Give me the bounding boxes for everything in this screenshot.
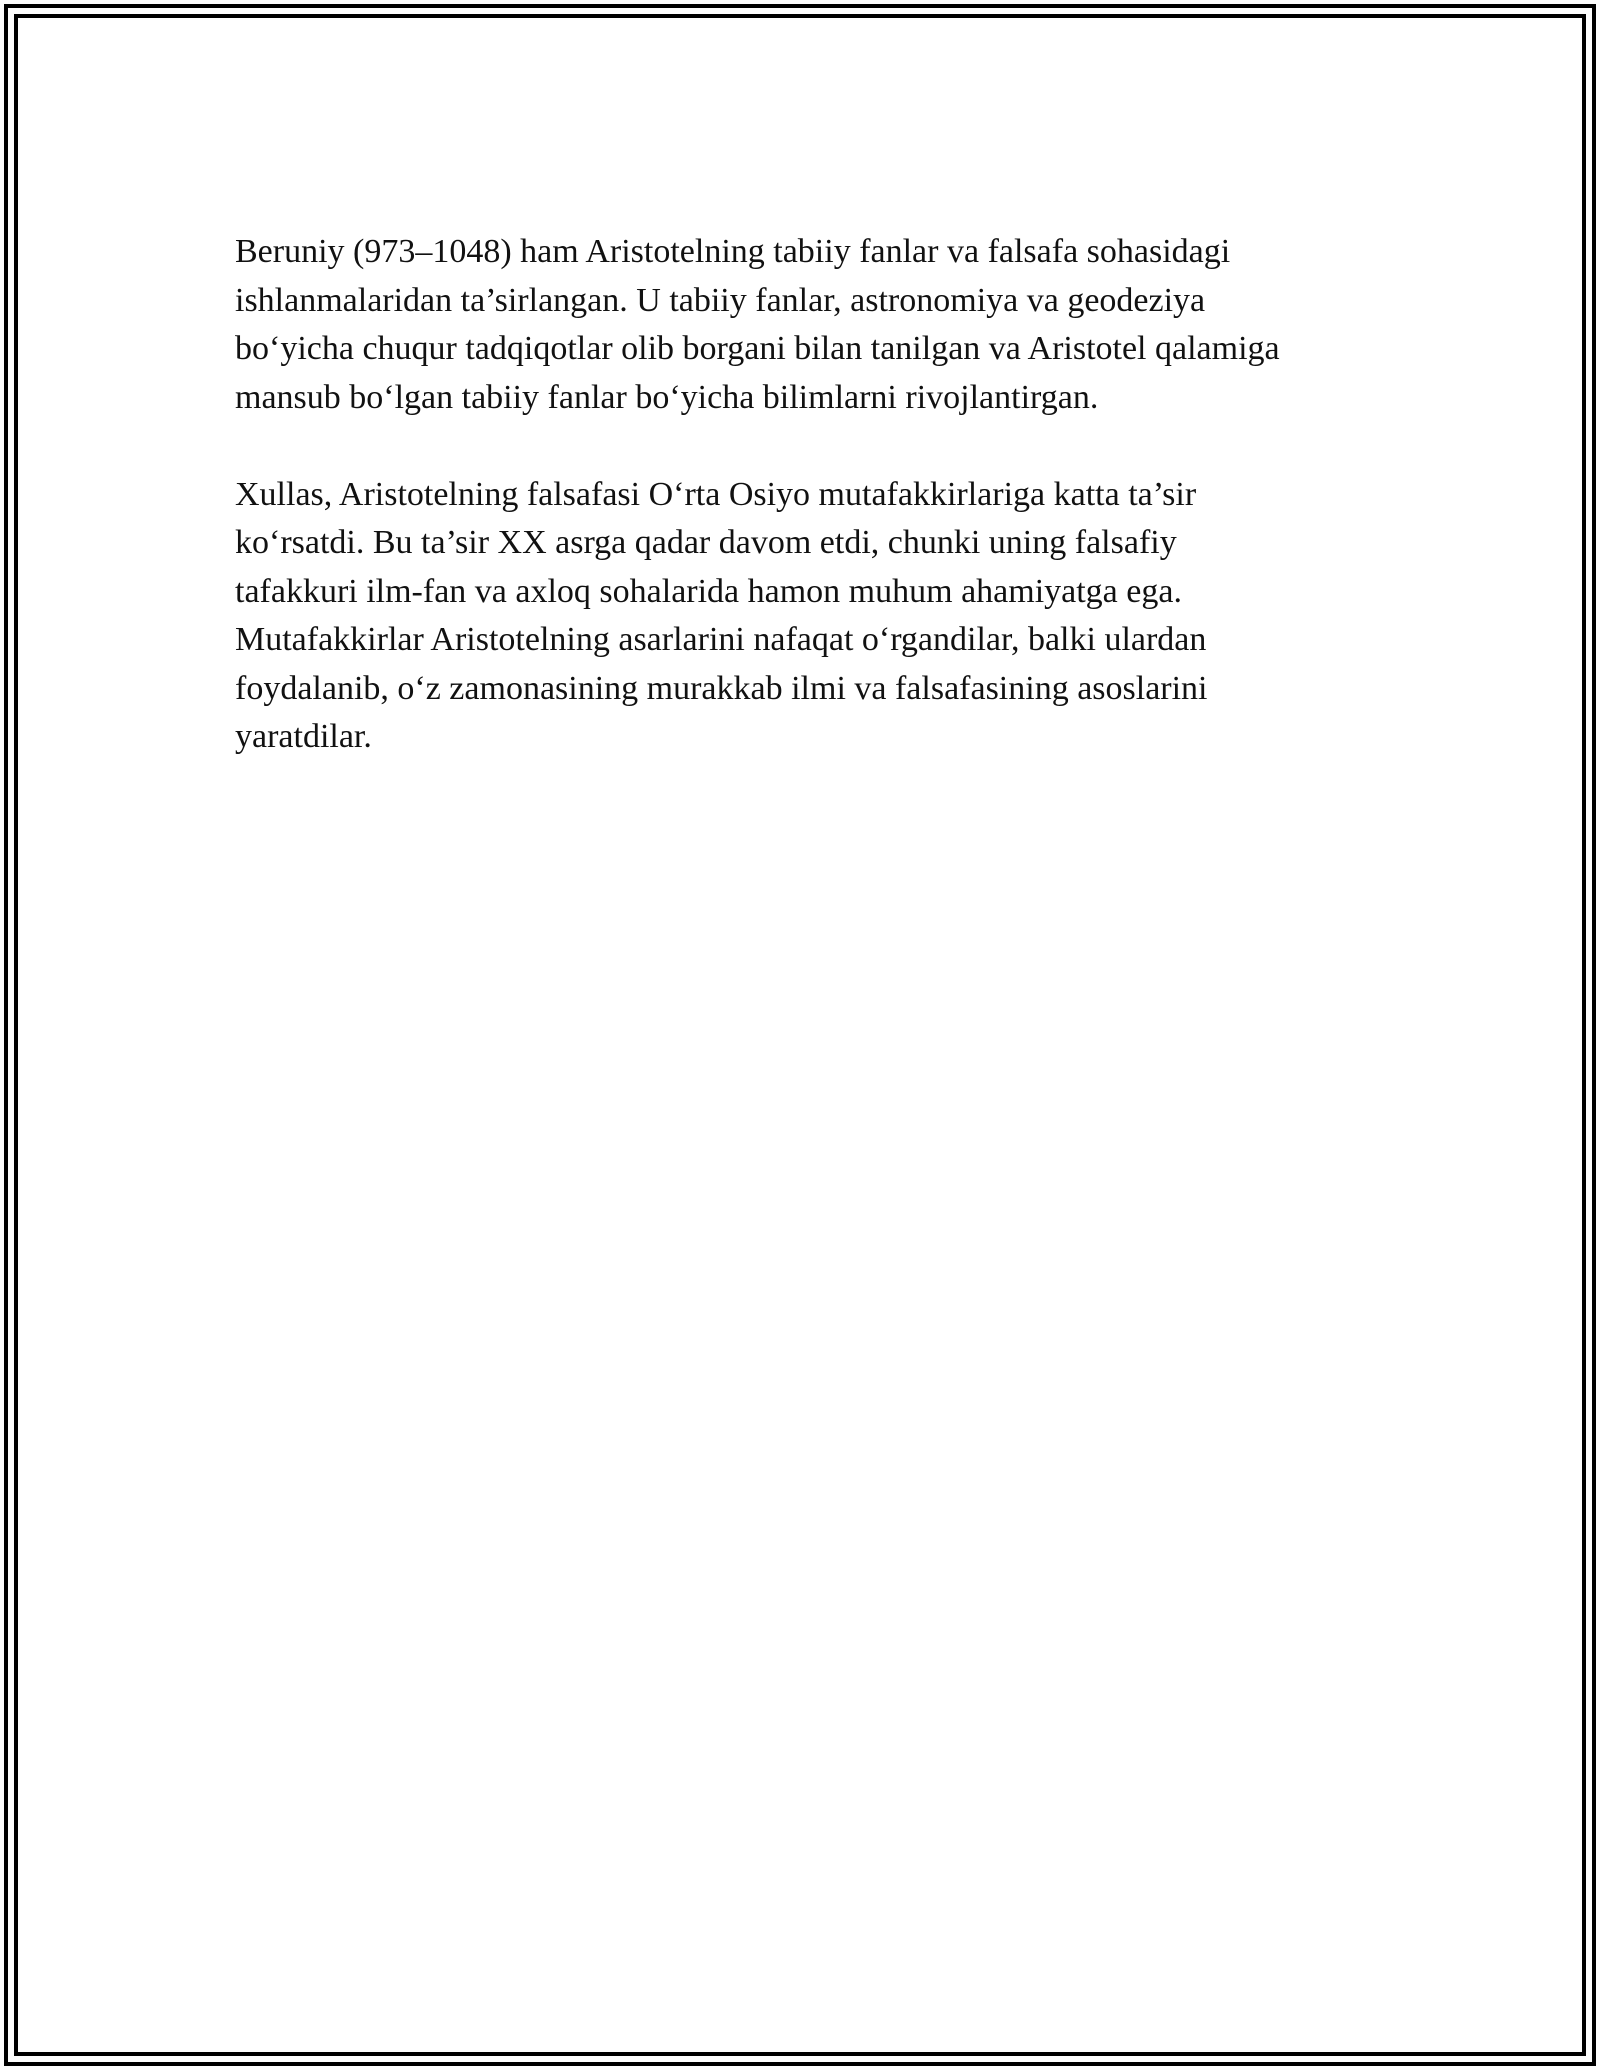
text-line: tafakkuri ilm-fan va axloq sohalarida hamon muhum ahamiyatga ega.	[235, 572, 1182, 610]
text-line: Xullas, Aristotelning falsafasi O‘rta Osiyo mutafakkirlariga katta ta’sir	[235, 475, 1197, 513]
text-line: foydalanib, o‘z zamonasining murakkab ilmi va falsafasining asoslarini	[235, 669, 1208, 707]
paragraph-conclusion	[235, 471, 1385, 762]
paragraph-beruniy	[235, 228, 1385, 422]
text-line: bo‘yicha chuqur tadqiqotlar olib borgani bilan tanilgan va Aristotel qalamiga	[235, 330, 1280, 367]
document-body	[235, 228, 1385, 762]
text-line: yaratdilar.	[235, 718, 372, 755]
text-line: ishlanmalaridan ta’sirlangan. U tabiiy fanlar, astronomiya va geodeziya	[235, 281, 1206, 319]
text-line: mansub bo‘lgan tabiiy fanlar bo‘yicha bilimlarni rivojlantirgan.	[235, 378, 1099, 416]
text-line: Mutafakkirlar Aristotelning asarlarini nafaqat o‘rgandilar, balki ulardan	[235, 621, 1207, 658]
text-line: ko‘rsatdi. Bu ta’sir XX asrga qadar davom etdi, chunki uning falsafiy	[235, 524, 1177, 561]
text-line: Beruniy (973–1048) ham Aristotelning tabiiy fanlar va falsafa sohasidagi	[235, 233, 1231, 270]
